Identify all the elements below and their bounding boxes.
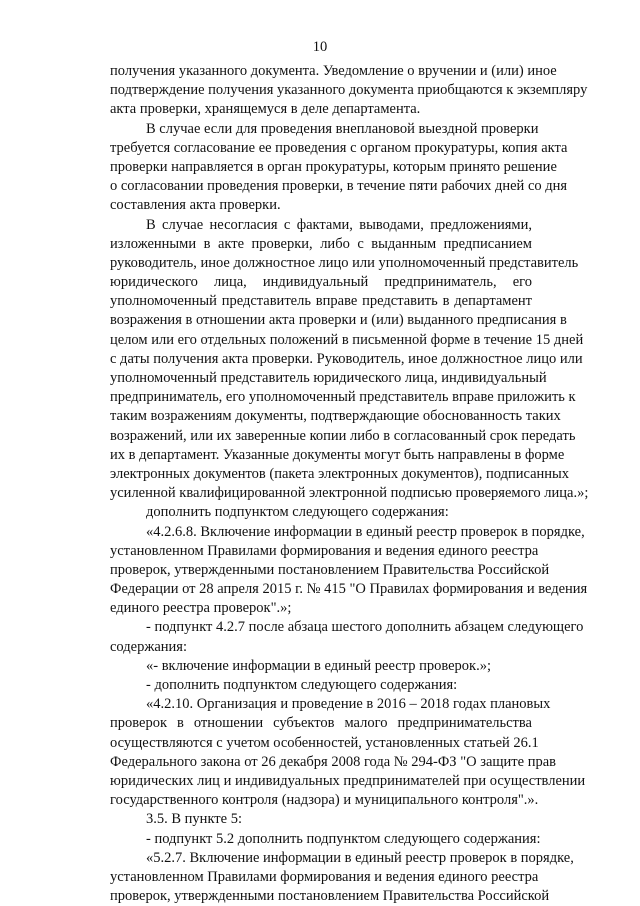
text-line: осуществляются с учетом особенностей, установленных статьей 26.1 xyxy=(110,734,539,751)
text-line: 3.5. В пункте 5: xyxy=(146,811,242,828)
text-line: предприниматель, его уполномоченный представитель вправе приложить к xyxy=(110,389,576,406)
text-line: юридического лица, индивидуальный предприниматель, его xyxy=(110,274,532,291)
document-body xyxy=(110,62,589,906)
text-line: государственного контроля (надзора) и муниципального контроля".». xyxy=(110,792,539,809)
text-line: В случае если для проведения внеплановой выездной проверки xyxy=(146,120,539,137)
text-line: - подпункт 5.2 дополнить подпунктом следующего содержания: xyxy=(146,830,541,847)
text-line: Федерального закона от 26 декабря 2008 года № 294-ФЗ "О защите прав xyxy=(110,753,556,770)
text-line: требуется согласование ее проведения с органом прокуратуры, копия акта xyxy=(110,139,568,156)
text-line: «4.2.6.8. Включение информации в единый реестр проверок в порядке, xyxy=(146,523,585,540)
text-line: получения указанного документа. Уведомление о вручении и (или) иное xyxy=(110,63,557,79)
text-line: целом или его отдельных положений в письменной форме в течение 15 дней xyxy=(110,331,584,348)
text-line: В случае несогласия с фактами, выводами, предложениями, xyxy=(146,216,532,233)
text-line: содержания: xyxy=(110,638,188,655)
text-line: акта проверки, хранящемуся в деле департамента. xyxy=(110,101,421,118)
text-line: электронных документов (пакета электронных документов), подписанных xyxy=(110,465,570,482)
text-line: возражений, или их заверенные копии либо в согласованный срок передать xyxy=(110,427,576,444)
text-line: установленном Правилами формирования и ведения единого реестра xyxy=(110,868,539,885)
text-line: подтверждение получения указанного документа приобщаются к экземпляру xyxy=(110,82,588,99)
text-line: их в департамент. Указанные документы могут быть направлены в форме xyxy=(110,446,565,463)
text-line: «5.2.7. Включение информации в единый реестр проверок в порядке, xyxy=(146,849,574,866)
text-line: усиленной квалифицированной электронной подписью проверяемого лица.»; xyxy=(110,485,589,502)
text-line: юридических лиц и индивидуальных предпринимателей при осуществлении xyxy=(110,772,586,789)
text-line: Федерации от 28 апреля 2015 г. № 415 "О Правилах формирования и ведения xyxy=(110,581,588,598)
text-line: единого реестра проверок".»; xyxy=(110,600,292,617)
text-line: проверок, утвержденными постановлением Правительства Российской xyxy=(110,561,550,578)
text-line: руководитель, иное должностное лицо или уполномоченный представитель xyxy=(110,254,579,271)
text-line: с даты получения акта проверки. Руководитель, иное должностное лицо или xyxy=(110,350,583,367)
text-line: изложенными в акте проверки, либо с выданным предписанием xyxy=(110,235,532,252)
text-line: проверки направляется в орган прокуратуры, которым принято решение xyxy=(110,158,557,175)
text-line: установленном Правилами формирования и ведения единого реестра xyxy=(110,542,539,559)
text-line: уполномоченный представитель вправе представить в департамент xyxy=(110,293,532,310)
text-line: таким возражениям документы, подтверждающие обоснованность таких xyxy=(110,408,561,425)
text-line: проверок в отношении субъектов малого предпринимательства xyxy=(110,715,532,732)
text-line: - дополнить подпунктом следующего содержания: xyxy=(146,677,458,693)
text-line: «4.2.10. Организация и проведение в 2016 – 2018 годах плановых xyxy=(146,696,551,713)
text-line: возражения в отношении акта проверки и (или) выданного предписания в xyxy=(110,312,567,329)
text-line: дополнить подпунктом следующего содержания: xyxy=(146,504,449,521)
text-line: проверок, утвержденными постановлением Правительства Российской xyxy=(110,888,550,905)
text-line: о согласовании проведения проверки, в течение пяти рабочих дней со дня xyxy=(110,178,568,195)
text-line: - подпункт 4.2.7 после абзаца шестого дополнить абзацем следующего xyxy=(146,619,584,636)
text-line: уполномоченный представитель юридического лица, индивидуальный xyxy=(110,370,547,386)
page-number: 10 xyxy=(312,39,328,55)
text-line: «- включение информации в единый реестр проверок.»; xyxy=(146,657,491,674)
text-line: составления акта проверки. xyxy=(110,197,281,214)
